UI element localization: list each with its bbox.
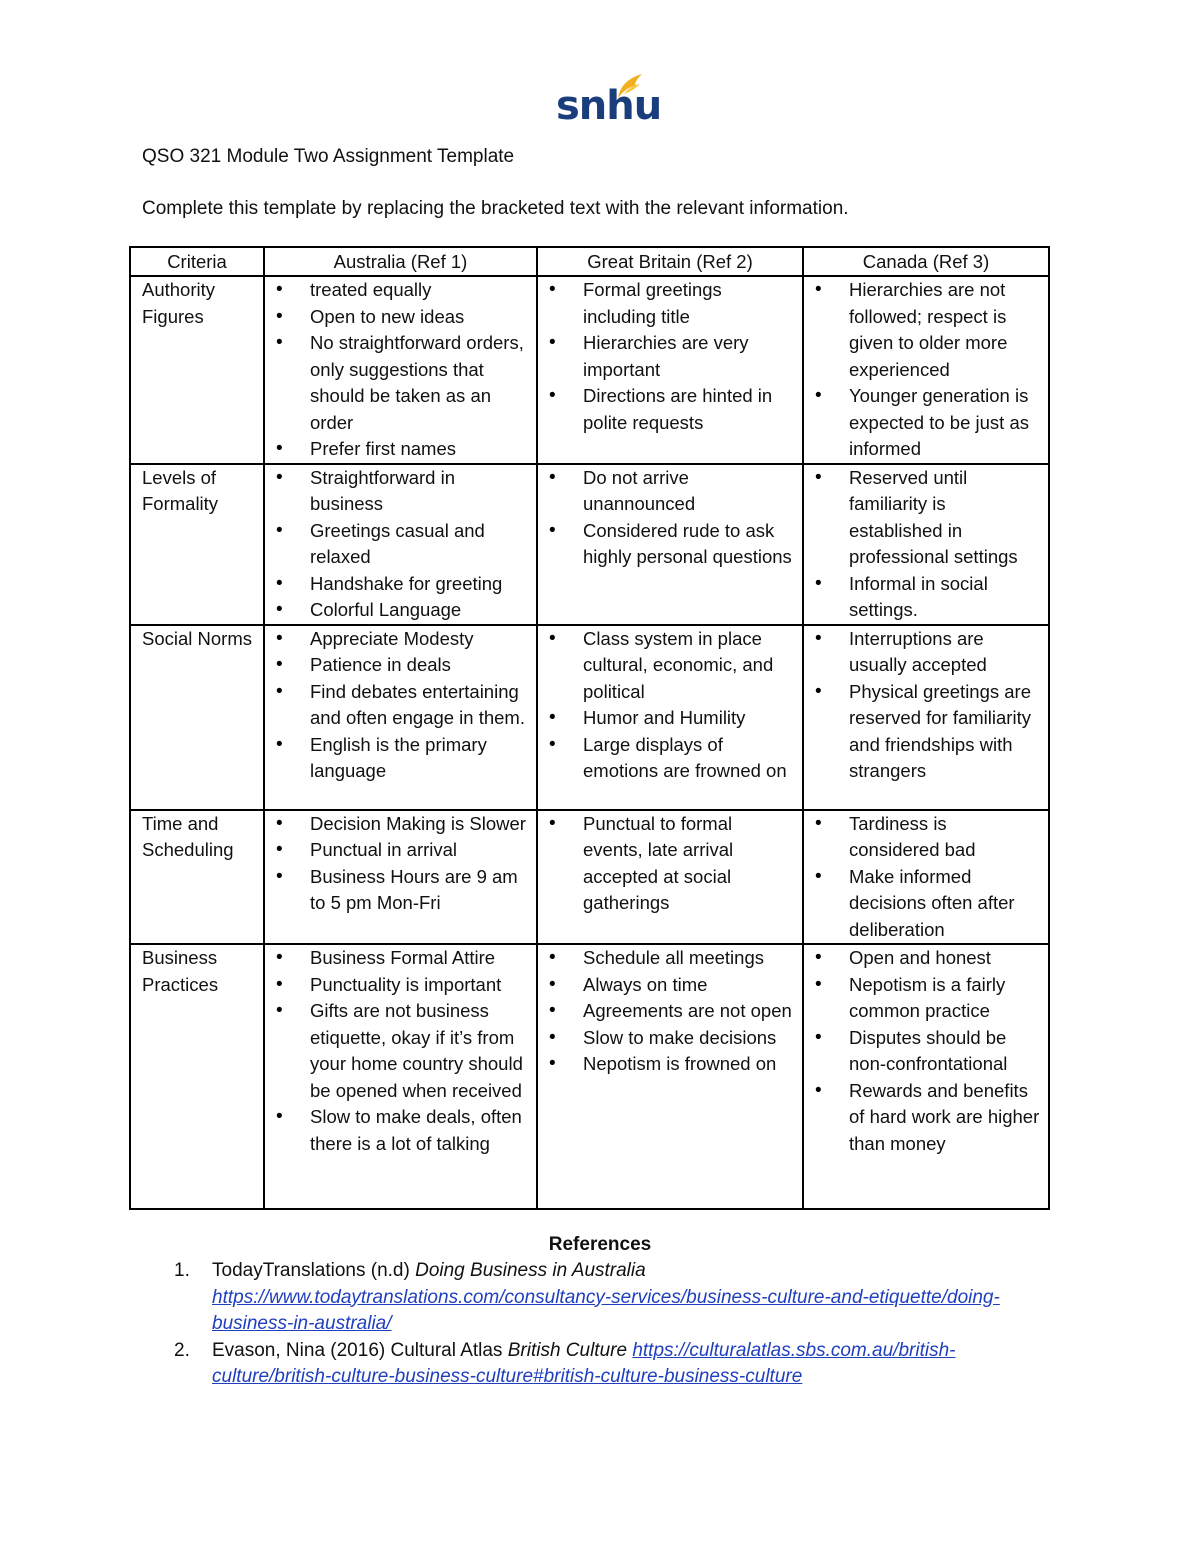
row-label: Levels of Formality <box>130 464 264 625</box>
bullet-list <box>804 277 1042 463</box>
bullet-list <box>265 465 530 624</box>
list-item: • treated equally <box>265 277 530 304</box>
table-cell <box>803 464 1049 625</box>
list-item: • Formal greetings including title <box>538 277 796 330</box>
list-item: • Rewards and benefits of hard work are higher than money <box>804 1078 1042 1158</box>
list-item: • Decision Making is Slower <box>265 811 530 838</box>
table-cell <box>803 944 1049 1209</box>
list-item: • Younger generation is expected to be just as informed <box>804 383 1042 463</box>
list-item: • Business Hours are 9 am to 5 pm Mon-Fri <box>265 864 530 917</box>
header-row <box>130 247 1049 276</box>
table-cell <box>264 625 537 810</box>
table-cell <box>264 810 537 945</box>
document-title: QSO 321 Module Two Assignment Template <box>142 146 515 167</box>
list-item: • Greetings casual and relaxed <box>265 518 530 571</box>
list-item: • Disputes should be non-confrontational <box>804 1025 1042 1078</box>
reference-item <box>0 1338 1070 1391</box>
comparison-table <box>129 246 1050 1210</box>
header-cell: Great Britain (Ref 2) <box>537 247 803 276</box>
list-item: • Agreements are not open <box>538 998 796 1025</box>
list-item: • Slow to make decisions <box>538 1025 796 1052</box>
bullet-list <box>804 626 1042 785</box>
references-list <box>0 1258 1200 1391</box>
row-label: Authority Figures <box>130 276 264 464</box>
bullet-list <box>265 626 530 785</box>
list-item: • Patience in deals <box>265 652 530 679</box>
bullet-list <box>265 811 530 917</box>
list-item: • Prefer first names <box>265 436 530 463</box>
row-label: Business Practices <box>130 944 264 1209</box>
table-row <box>130 810 1049 945</box>
list-item: • Business Formal Attire <box>265 945 530 972</box>
bullet-list <box>538 626 796 785</box>
list-item: • Class system in place cultural, economic, and political <box>538 626 796 706</box>
table-cell <box>803 625 1049 810</box>
row-label: Social Norms <box>130 625 264 810</box>
header-cell: Canada (Ref 3) <box>803 247 1049 276</box>
reference-number: 1. <box>174 1260 190 1281</box>
list-item: • Large displays of emotions are frowned on <box>538 732 796 785</box>
table-cell <box>264 944 537 1209</box>
list-item: • Schedule all meetings <box>538 945 796 972</box>
list-item: • Considered rude to ask highly personal questions <box>538 518 796 571</box>
list-item: • Directions are hinted in polite requests <box>538 383 796 436</box>
list-item: • Reserved until familiarity is established in professional settings <box>804 465 1042 571</box>
bullet-list <box>265 277 530 463</box>
list-item: • English is the primary language <box>265 732 530 785</box>
logo-wordmark: snhu <box>556 83 662 129</box>
bullet-list <box>538 811 796 917</box>
list-item: • Open and honest <box>804 945 1042 972</box>
snhu-logo <box>556 72 662 134</box>
list-item: • Hierarchies are very important <box>538 330 796 383</box>
row-label: Time and Scheduling <box>130 810 264 945</box>
list-item: • Humor and Humility <box>538 705 796 732</box>
list-item: • Nepotism is a fairly common practice <box>804 972 1042 1025</box>
list-item: • No straightforward orders, only suggestions that should be taken as an order <box>265 330 530 436</box>
list-item: • Handshake for greeting <box>265 571 530 598</box>
bullet-list <box>538 465 796 571</box>
table-cell <box>537 810 803 945</box>
list-item: • Slow to make deals, often there is a lot of talking <box>265 1104 530 1157</box>
references-section <box>0 1232 1200 1391</box>
reference-number: 2. <box>174 1339 190 1361</box>
table-cell <box>803 810 1049 945</box>
references-heading: References <box>548 1234 652 1255</box>
header-cell: Criteria <box>130 247 264 276</box>
table-row <box>130 625 1049 810</box>
table-cell <box>264 464 537 625</box>
table-cell <box>537 464 803 625</box>
bullet-list <box>538 945 796 1078</box>
reference-author: TodayTranslations (n.d) <box>212 1260 416 1281</box>
table-cell <box>803 276 1049 464</box>
list-item: • Colorful Language <box>265 597 530 624</box>
header-cell: Australia (Ref 1) <box>264 247 537 276</box>
reference-title: British Culture <box>507 1339 628 1361</box>
reference-link[interactable]: https://www.todaytranslations.com/consultancy-services/business-culture-and-etiquette/doing-business-in-australia/ <box>212 1286 1000 1334</box>
table-row <box>130 276 1049 464</box>
list-item: • Tardiness is considered bad <box>804 811 1042 864</box>
table-body <box>130 276 1049 1209</box>
table-row <box>130 944 1049 1209</box>
list-item: • Punctual to formal events, late arrival accepted at social gatherings <box>538 811 796 917</box>
bullet-list <box>804 811 1042 944</box>
list-item: • Find debates entertaining and often engage in them. <box>265 679 530 732</box>
instructions: Complete this template by replacing the bracketed text with the relevant information. <box>142 198 849 219</box>
reference-title: Doing Business in Australia <box>415 1260 646 1281</box>
list-item: • Do not arrive unannounced <box>538 465 796 518</box>
bullet-list <box>804 945 1042 1157</box>
table-cell <box>537 625 803 810</box>
bullet-list <box>538 277 796 436</box>
list-item: • Straightforward in business <box>265 465 530 518</box>
table-cell <box>537 276 803 464</box>
list-item: • Always on time <box>538 972 796 999</box>
table-cell <box>264 276 537 464</box>
list-item: • Hierarchies are not followed; respect is given to older more experienced <box>804 277 1042 383</box>
bullet-list <box>804 465 1042 624</box>
table-cell <box>537 944 803 1209</box>
list-item: • Appreciate Modesty <box>265 626 530 653</box>
list-item: • Informal in social settings. <box>804 571 1042 624</box>
list-item: • Punctual in arrival <box>265 837 530 864</box>
list-item: • Physical greetings are reserved for familiarity and friendships with strangers <box>804 679 1042 785</box>
list-item: • Interruptions are usually accepted <box>804 626 1042 679</box>
list-item: • Gifts are not business etiquette, okay if it’s from your home country should be opened when received <box>265 998 530 1104</box>
list-item: • Nepotism is frowned on <box>538 1051 796 1078</box>
list-item: • Make informed decisions often after deliberation <box>804 864 1042 944</box>
reference-item <box>0 1258 1070 1338</box>
reference-author: Evason, Nina (2016) Cultural Atlas <box>212 1339 508 1361</box>
list-item: • Open to new ideas <box>265 304 530 331</box>
table-row <box>130 464 1049 625</box>
list-item: • Punctuality is important <box>265 972 530 999</box>
reference-link[interactable]: https://culturalatlas.sbs.com.au/british-culture/british-culture-business-culture#british-culture-business-culture <box>212 1339 956 1387</box>
bullet-list <box>265 945 530 1157</box>
